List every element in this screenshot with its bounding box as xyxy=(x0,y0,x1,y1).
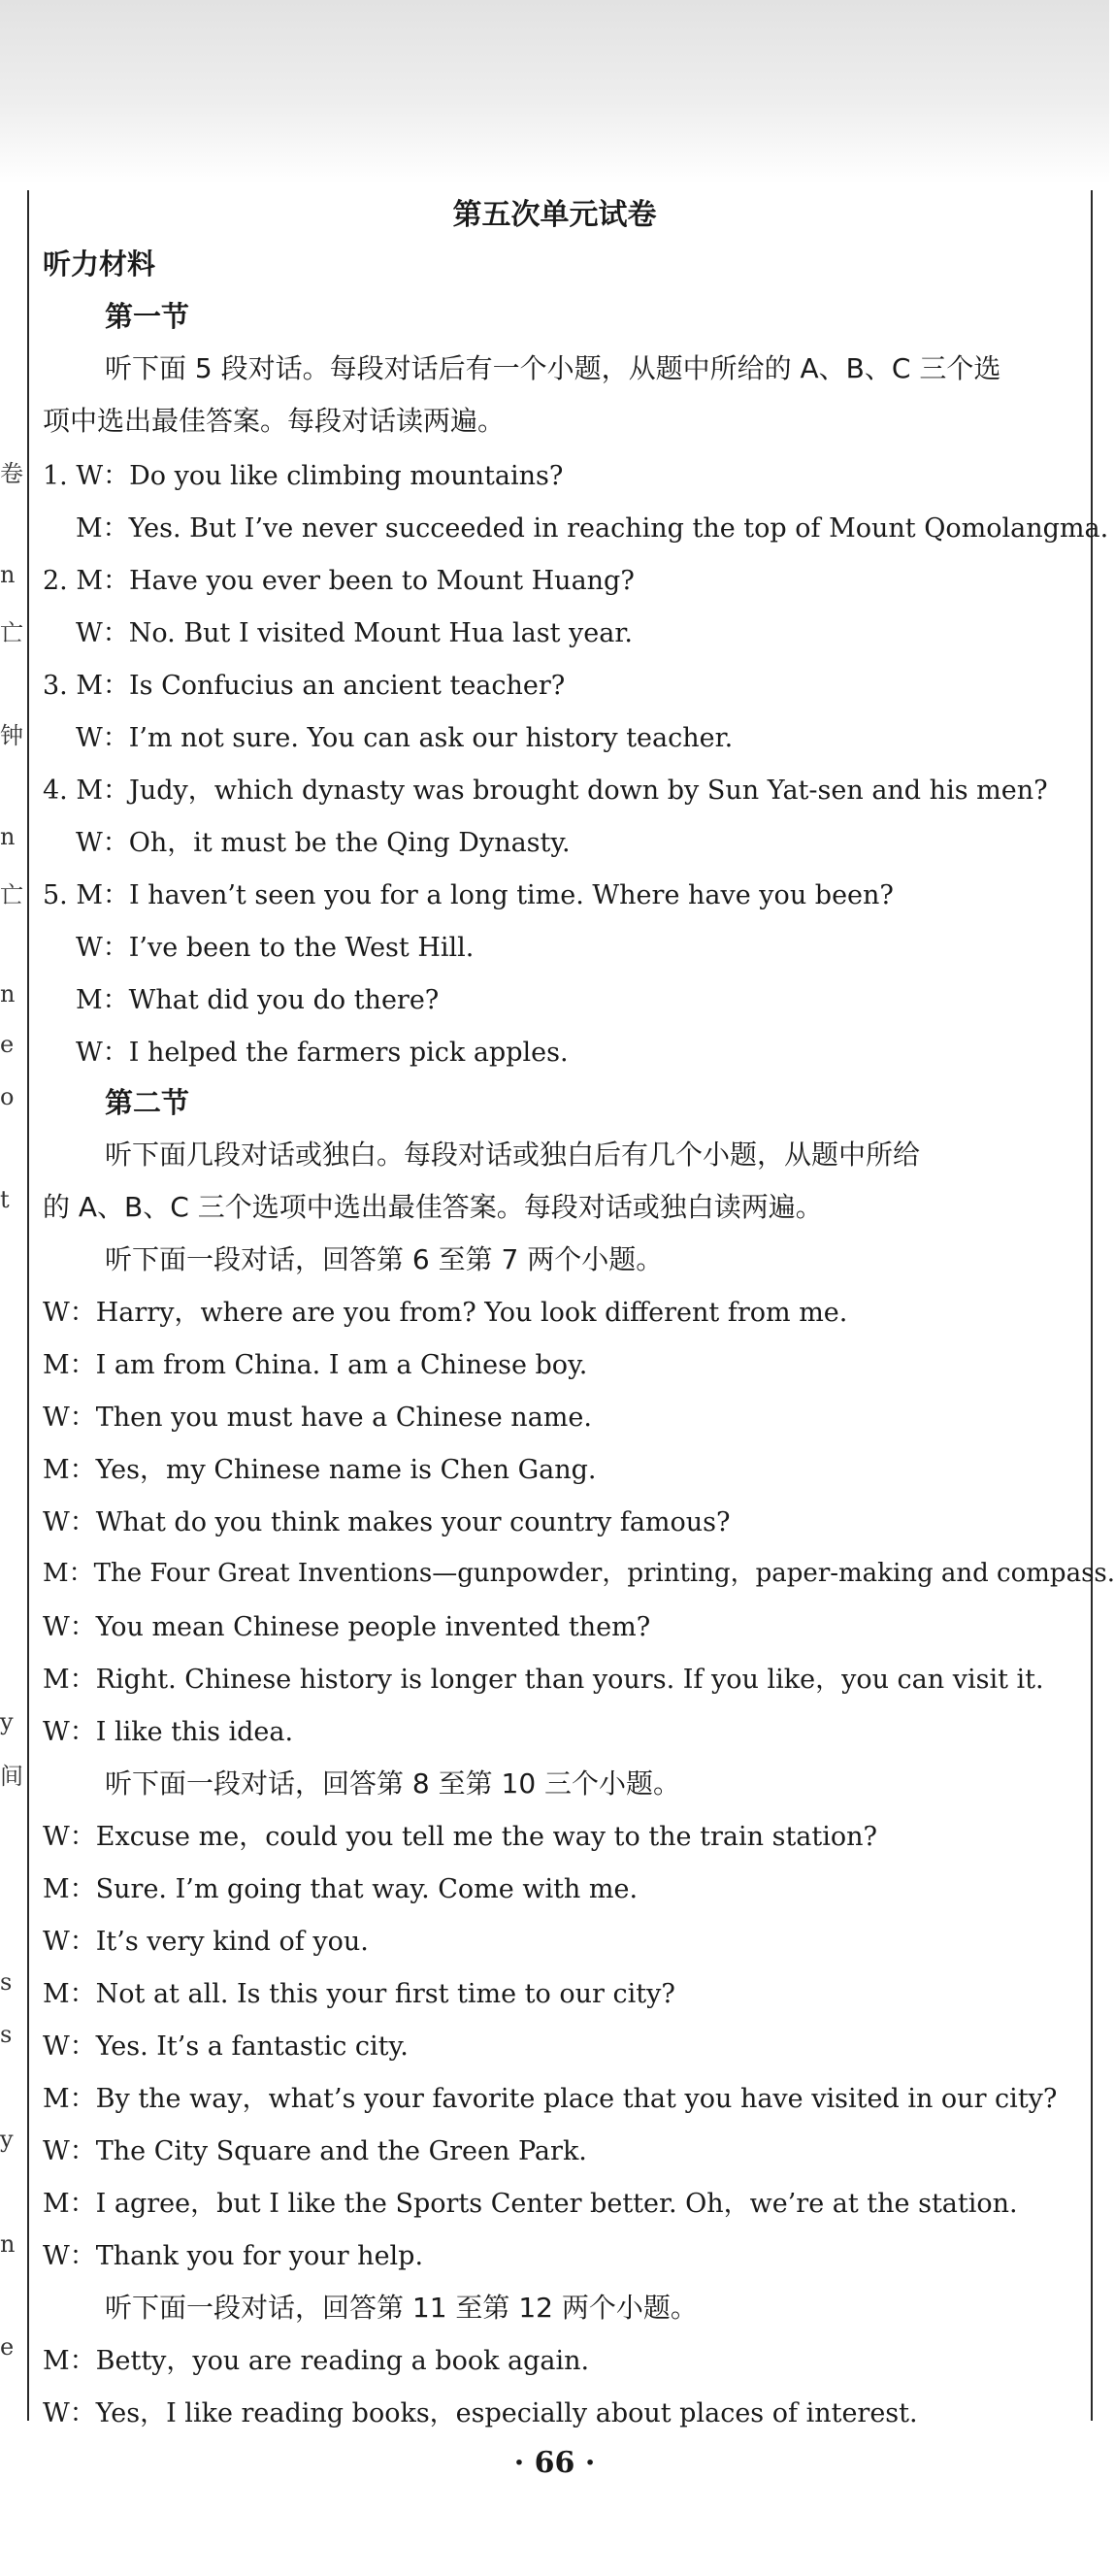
dialogue-line: W：I’ve been to the West Hill. xyxy=(76,933,475,963)
dialogue-line: W：Harry，where are you from? You look different from me. xyxy=(43,1298,848,1328)
margin-fragment: n xyxy=(0,2230,16,2258)
dialogue2-intro: 听下面一段对话，回答第 8 至第 10 三个小题。 xyxy=(105,1767,681,1800)
margin-fragment: e xyxy=(0,1031,15,1058)
dialogue-line: M：By the way，what’s your favorite place that you have visited in our city? xyxy=(43,2084,1058,2114)
section1-label: 第一节 xyxy=(105,300,190,333)
section2-intro: 的 A、B、C 三个选项中选出最佳答案。每段对话或独白读两遍。 xyxy=(43,1191,823,1223)
heading: 听力材料 xyxy=(43,248,156,281)
dialogue-line: M：Yes. But I’ve never succeeded in reaching the top of Mount Qomolangma. xyxy=(76,513,1109,544)
section2-intro: 听下面几段对话或独白。每段对话或独白后有几个小题，从题中所给 xyxy=(105,1139,921,1171)
dialogue-line: W：What do you think makes your country famous? xyxy=(43,1507,731,1537)
dialogue-line: M：Right. Chinese history is longer than yours. If you like，you can visit it. xyxy=(43,1665,1044,1695)
dialogue-line: 5. M：I haven’t seen you for a long time. Where have you been? xyxy=(43,880,894,910)
margin-fragment: 钟 xyxy=(0,722,23,749)
dialogue-line: M：I am from China. I am a Chinese boy. xyxy=(43,1350,588,1380)
dialogue-line: M：Not at all. Is this your first time to our city? xyxy=(43,1979,675,2009)
margin-fragment: 亡 xyxy=(0,619,23,646)
section2-label: 第二节 xyxy=(105,1086,190,1119)
margin-fragment: o xyxy=(0,1083,15,1110)
section1-intro: 项中选出最佳答案。每段对话读两遍。 xyxy=(43,405,506,437)
dialogue-line: W：You mean Chinese people invented them? xyxy=(43,1612,651,1642)
dialogue-line: M：I agree，but I like the Sports Center better. Oh，we’re at the station. xyxy=(43,2189,1018,2219)
dialogue-line: 2. M：Have you ever been to Mount Huang? xyxy=(43,566,635,596)
margin-fragment: n xyxy=(0,561,16,588)
dialogue-line: M：The Four Great Inventions—gunpowder，printing，paper-making and compass. xyxy=(43,1559,1115,1588)
dialogue1-intro: 听下面一段对话，回答第 6 至第 7 两个小题。 xyxy=(105,1243,664,1275)
dialogue-line: W：It’s very kind of you. xyxy=(43,1927,369,1957)
dialogue-line: W：I helped the farmers pick apples. xyxy=(76,1038,569,1068)
margin-fragment: n xyxy=(0,980,16,1007)
dialogue-line: M：Sure. I’m going that way. Come with me. xyxy=(43,1874,639,1904)
dialogue-line: W：Thank you for your help. xyxy=(43,2241,424,2271)
margin-fragment: n xyxy=(0,823,16,850)
dialogue-line: W：Then you must have a Chinese name. xyxy=(43,1403,592,1433)
page-title: 第五次单元试卷 xyxy=(452,198,657,232)
scan-top-shadow xyxy=(0,0,1109,184)
page-number: · 66 · xyxy=(513,2446,596,2480)
margin-fragment: e xyxy=(0,2333,15,2361)
margin-fragment: y xyxy=(0,2126,14,2153)
margin-fragment: s xyxy=(0,1968,13,1996)
dialogue3-intro: 听下面一段对话，回答第 11 至第 12 两个小题。 xyxy=(105,2292,698,2324)
margin-fragment: 间 xyxy=(0,1763,23,1790)
section1-intro: 听下面 5 段对话。每段对话后有一个小题，从题中所给的 A、B、C 三个选 xyxy=(105,352,1001,384)
dialogue-line: W：Yes. It’s a fantastic city. xyxy=(43,2031,409,2062)
left-margin-rule xyxy=(27,190,29,2421)
dialogue-line: M：Betty，you are reading a book again. xyxy=(43,2346,590,2376)
dialogue-line: 1. W：Do you like climbing mountains? xyxy=(43,461,564,491)
dialogue-line: M：What did you do there? xyxy=(76,985,440,1015)
dialogue-line: W：Excuse me，could you tell me the way to the train station? xyxy=(43,1822,877,1852)
dialogue-line: W：The City Square and the Green Park. xyxy=(43,2136,587,2166)
dialogue-line: 4. M：Judy，which dynasty was brought down by Sun Yat-sen and his men? xyxy=(43,776,1048,806)
dialogue-line: W：I’m not sure. You can ask our history teacher. xyxy=(76,723,734,753)
dialogue-line: M：Yes，my Chinese name is Chen Gang. xyxy=(43,1455,597,1485)
margin-fragment: t xyxy=(0,1186,10,1213)
margin-fragment: s xyxy=(0,2021,13,2048)
dialogue-line: W：No. But I visited Mount Hua last year. xyxy=(76,618,633,648)
margin-fragment: 卷 xyxy=(0,460,23,487)
dialogue-line: W：Yes，I like reading books，especially about places of interest. xyxy=(43,2398,918,2428)
margin-fragment: y xyxy=(0,1708,14,1735)
dialogue-line: W：Oh，it must be the Qing Dynasty. xyxy=(76,828,571,858)
dialogue-line: W：I like this idea. xyxy=(43,1717,294,1747)
dialogue-line: 3. M：Is Confucius an ancient teacher? xyxy=(43,671,566,701)
margin-fragment: 亡 xyxy=(0,881,23,908)
